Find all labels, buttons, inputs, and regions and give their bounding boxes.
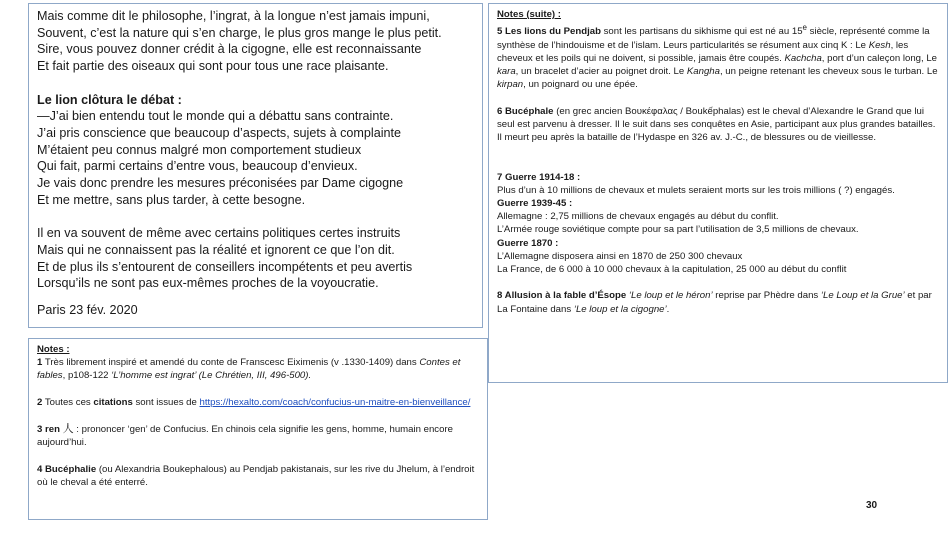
note-number: 3 ren <box>37 424 60 436</box>
poem-stanza-3 <box>37 225 474 292</box>
poem-line: Et fait partie des oiseaux qui sont pour tous une race plaisante. <box>37 59 389 74</box>
poem-line: Je vais donc prendre les mesures préconisées par Dame cigogne <box>37 176 404 191</box>
poem-line: Mais comme dit le philosophe, l’ingrat, à la longue n’est jamais impuni, <box>37 9 430 23</box>
notes-continued-panel <box>488 3 948 383</box>
poem-line: J’ai pris conscience que beaucoup d’aspects, sujets à complainte <box>37 125 402 140</box>
note-2: 2 Toutes ces citations sont issues de https://hexalto.com/coach/confucius-un-maitre-en-bienveillance/ <box>37 396 471 408</box>
poem-heading: Le lion clôtura le débat : <box>37 92 182 107</box>
note-number: 1 <box>37 357 43 369</box>
notes-continued-title: Notes (suite) : <box>497 9 561 20</box>
poem-line: Et de plus ils s’entourent de conseillers incompétents et peu avertis <box>37 259 413 274</box>
notes-title: Notes : <box>37 344 70 355</box>
poem-line: M’étaient peu connus malgré mon comportement studieux <box>37 142 362 157</box>
poem-panel <box>28 3 483 328</box>
poem-line: Et me mettre, sans plus tarder, à cette besogne. <box>37 192 306 207</box>
poem-stanza-1 <box>37 8 474 75</box>
poem-line: Mais qui ne connaissent pas la réalité et ignorent ce que l’on dit. <box>37 242 395 257</box>
confucius-source-link[interactable]: https://hexalto.com/coach/confucius-un-maitre-en-bienveillance/ <box>199 396 471 408</box>
poem-line: Souvent, c’est la nature qui s’en charge, le plus gros mange le plus petit. <box>37 25 442 40</box>
poem-signature: Paris 23 fév. 2020 <box>37 302 138 317</box>
poem-line: Qui fait, parmi certains d’entre vous, beaucoup d’envieux. <box>37 159 358 174</box>
notes-panel <box>28 338 488 520</box>
note-5: 5 Les lions du Pendjab sont les partisans du sikhisme qui est né au 15e siècle, représenté comme la synthèse de l’hindouisme et de l’islam. Leurs particularités se résument aux cinq K : Le Kesh, les cheveux et les poils qui ne doivent, si possible, jamais être coupés. Kachcha, port d’un caleçon long, Le kara, un bracelet d’acier au poignet droit. Le Kangha, un peigne retenant les cheveux sous le turban. Le kirpan, un poignard ou une épée. <box>497 23 938 91</box>
ren-character: 人 <box>62 422 74 436</box>
note-8: 8 Allusion à la fable d’Ésope ‘Le loup et le héron’ reprise par Phèdre dans ‘Le Loup et la Grue’ et par La Fontaine dans ‘Le loup et la cigogne’. <box>497 290 932 315</box>
note-4: 4 Bucéphalie (ou Alexandria Boukephalous) au Pendjab pakistanais, sur les rive du Jhelum, à l’endroit où le cheval a été enterré. <box>37 463 475 488</box>
note-number: 2 <box>37 396 43 408</box>
poem-line: Lorsqu’ils ne sont pas eux-mêmes proches de la voyoucratie. <box>37 276 379 291</box>
note-1: 1 Très librement inspiré et amendé du conte de Franscesc Eiximenis (v .1330-1409) dans Contes et fables, p108-122 ‘L’homme est ingrat’ (Le Chrétien, III, 496-500). <box>37 357 461 382</box>
note-6: 6 Bucéphale (en grec ancien Βουκέφαλας / Boukếphalas) est le cheval d’Alexandre le Grand que lui seul est parvenu à dresser. Il le suit dans ses conquêtes en Asie, participant aux plus grandes batailles. Il meurt peu après la bataille de l’Hydaspe en 326 av. J.-C., de blessures ou de vieillesse. <box>497 105 936 143</box>
poem-line: Sire, vous pouvez donner crédit à la cigogne, elle est reconnaissante <box>37 42 422 57</box>
note-7: 7 Guerre 1914-18 : Plus d’un à 10 millions de chevaux et mulets seraient morts sur les trois millions ( ?) engagés. Guerre 1939-45 : Allemagne : 2,75 millions de chevaux engagés au début du conflit. L’Armée rouge soviétique compte pour sa part l’utilisation de 3,5 millions de chevaux. Guerre 1870 : L’Allemagne disposera ainsi en 1870 de 250 300 chevaux La France, de 6 000 à 10 000 chevaux à la capitulation, 25 000 au début du conflit <box>497 171 895 275</box>
poem-line: —J’ai bien entendu tout le monde qui a débattu sans contrainte. <box>37 109 394 124</box>
note-3: 3 ren 人 : prononcer ‘gen’ de Confucius. En chinois cela signifie les gens, homme, humain encore aujourd’hui. <box>37 422 453 449</box>
poem-line: Il en va souvent de même avec certains politiques certes instruits <box>37 226 401 241</box>
poem-stanza-2 <box>37 108 474 208</box>
page-number: 30 <box>866 500 878 511</box>
